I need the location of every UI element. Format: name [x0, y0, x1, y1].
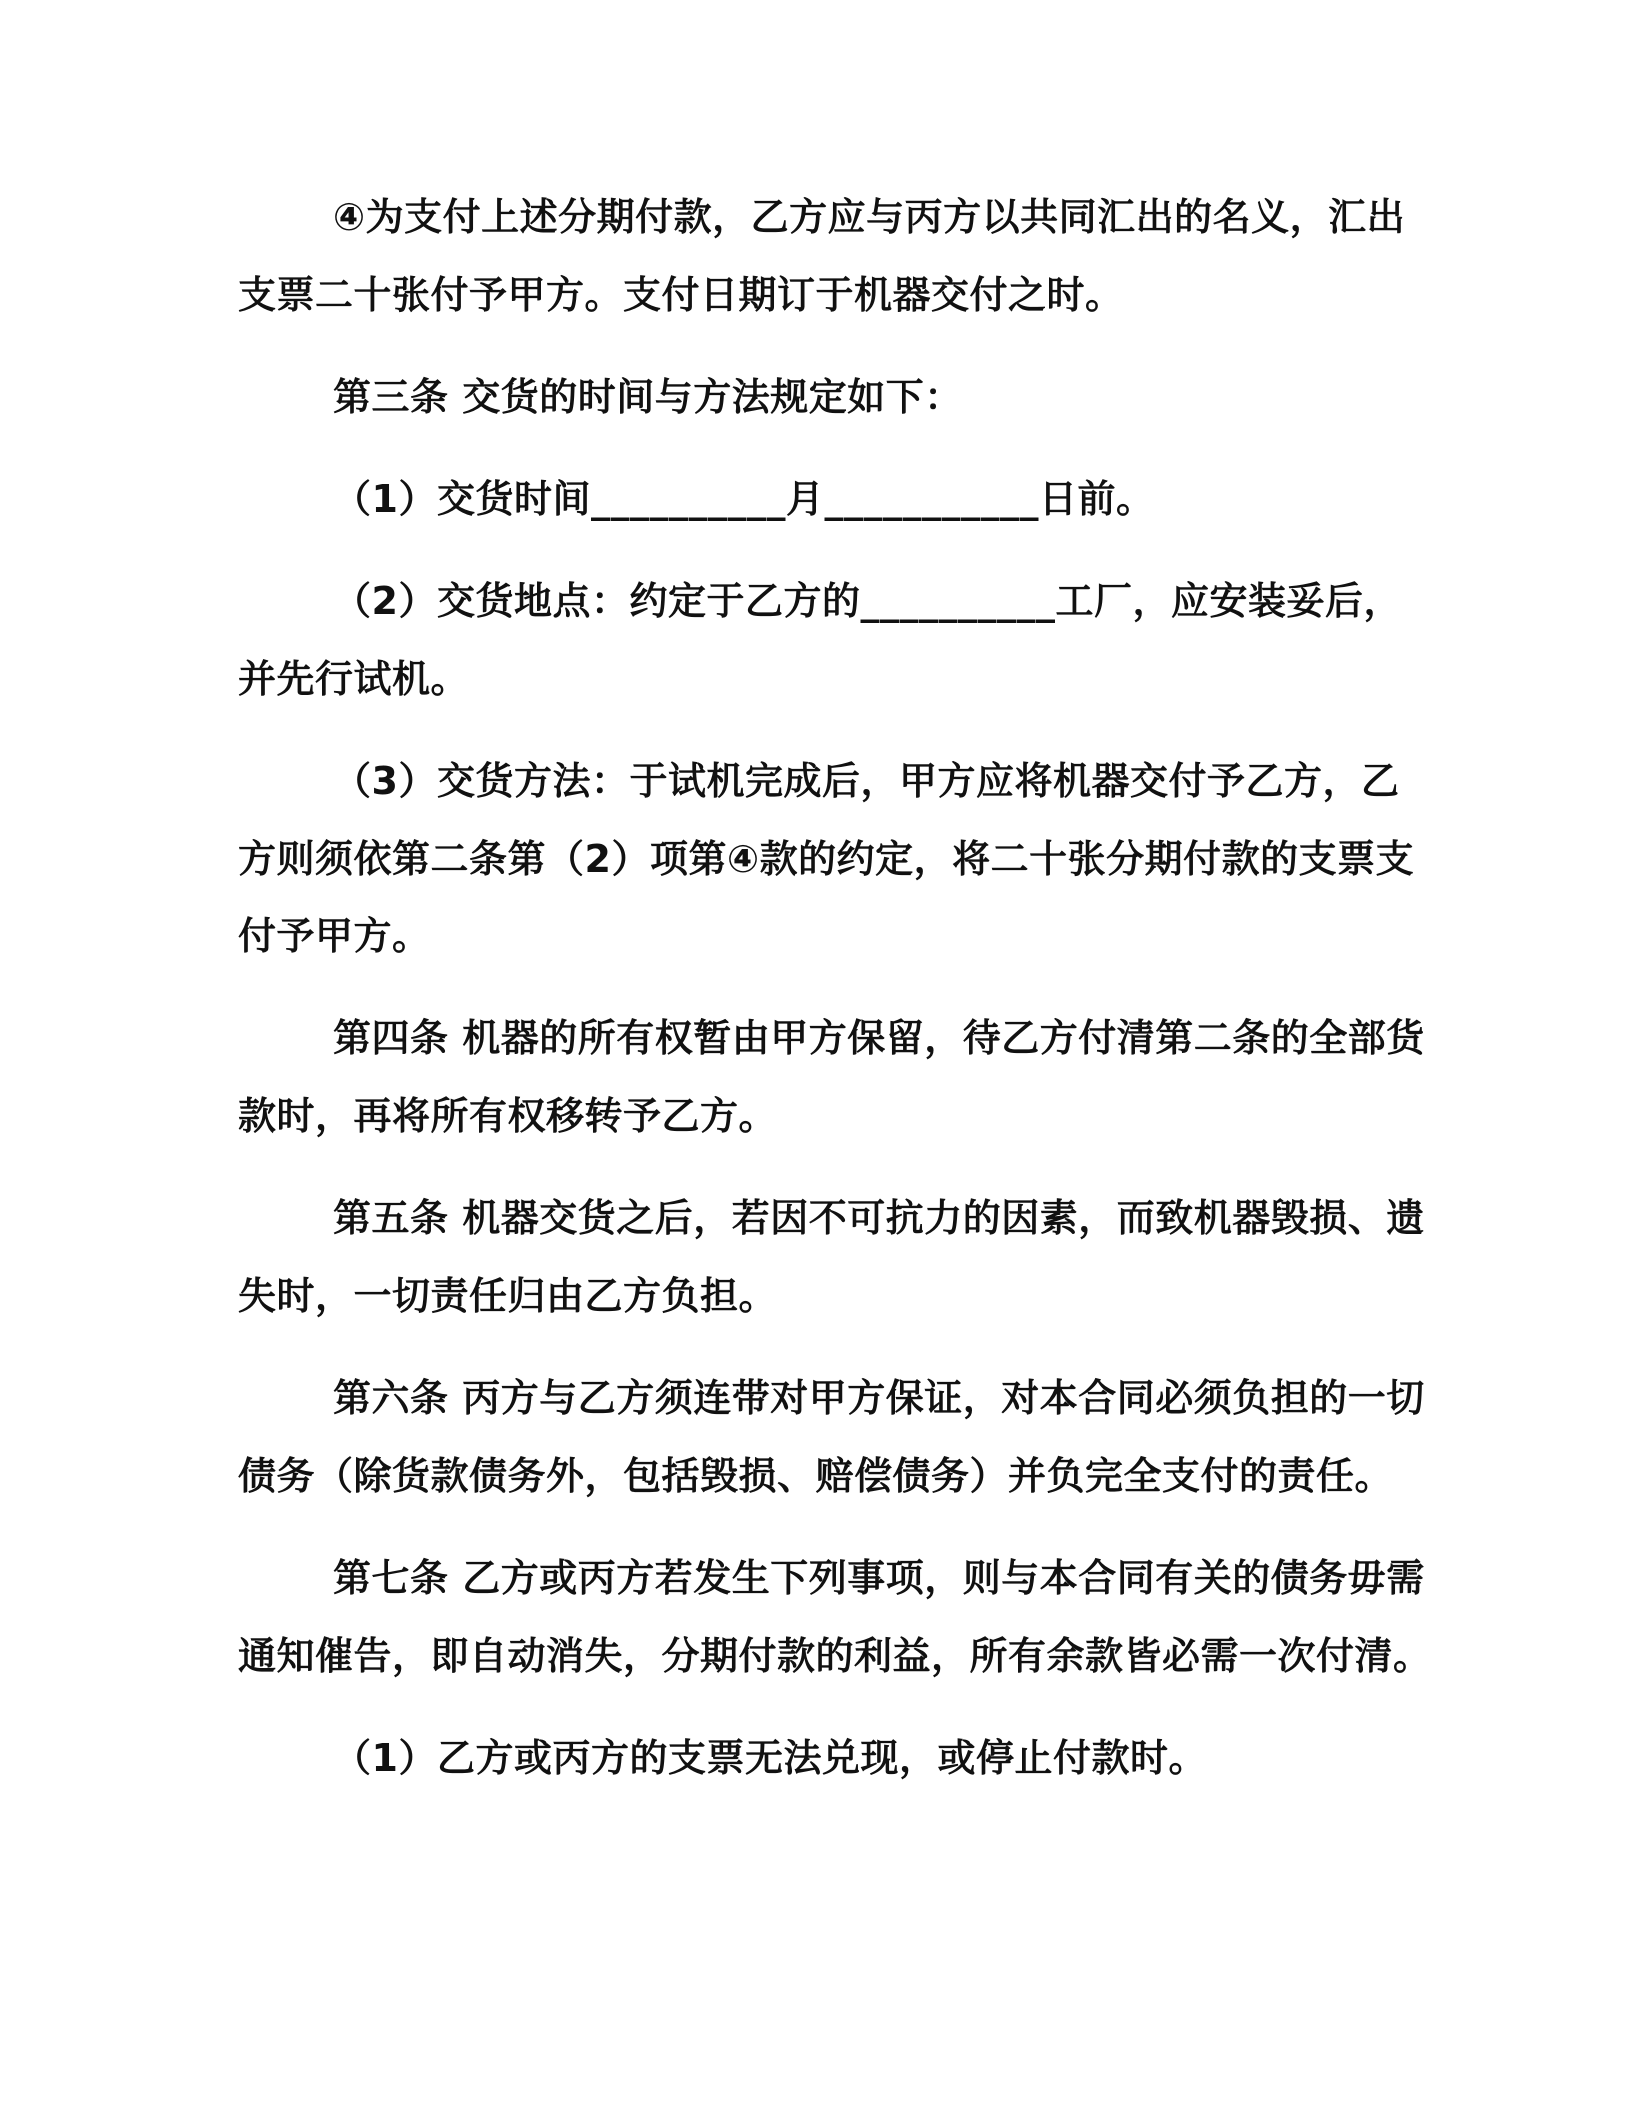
- text-line: 并先行试机。: [238, 657, 470, 701]
- text-line: 款时，再将所有权移转予乙方。: [238, 1094, 778, 1138]
- article-heading-6: 第六条 丙方与乙方须连带对甲方保证，对本合同必须负担的一切: [333, 1376, 1425, 1420]
- list-item: （2）交货地点：约定于乙方的__________工厂，应安装妥后，: [333, 579, 1402, 623]
- text-line: 付予甲方。: [238, 914, 431, 958]
- article-heading-3: 第三条 交货的时间与方法规定如下：: [333, 375, 963, 419]
- list-item: （1）乙方或丙方的支票无法兑现，或停止付款时。: [333, 1736, 1207, 1780]
- list-item: （1）交货时间__________月___________日前。: [333, 477, 1155, 521]
- text-line: 方则须依第二条第（2）项第④款的约定，将二十张分期付款的支票支: [238, 837, 1415, 881]
- article-heading-5: 第五条 机器交货之后，若因不可抗力的因素，而致机器毁损、遗: [333, 1196, 1425, 1240]
- list-item: （3）交货方法：于试机完成后，甲方应将机器交付予乙方，乙: [333, 759, 1400, 803]
- text-line: 失时，一切责任归由乙方负担。: [238, 1274, 778, 1318]
- text-line: ④为支付上述分期付款，乙方应与丙方以共同汇出的名义，汇出: [333, 195, 1406, 239]
- text-line: 债务（除货款债务外，包括毁损、赔偿债务）并负完全支付的责任。: [238, 1454, 1394, 1498]
- article-heading-7: 第七条 乙方或丙方若发生下列事项，则与本合同有关的债务毋需: [333, 1556, 1425, 1600]
- article-heading-4: 第四条 机器的所有权暂由甲方保留，待乙方付清第二条的全部货: [333, 1016, 1425, 1060]
- text-line: 支票二十张付予甲方。支付日期订于机器交付之时。: [238, 273, 1124, 317]
- text-line: 通知催告，即自动消失，分期付款的利益，所有余款皆必需一次付清。: [238, 1634, 1432, 1678]
